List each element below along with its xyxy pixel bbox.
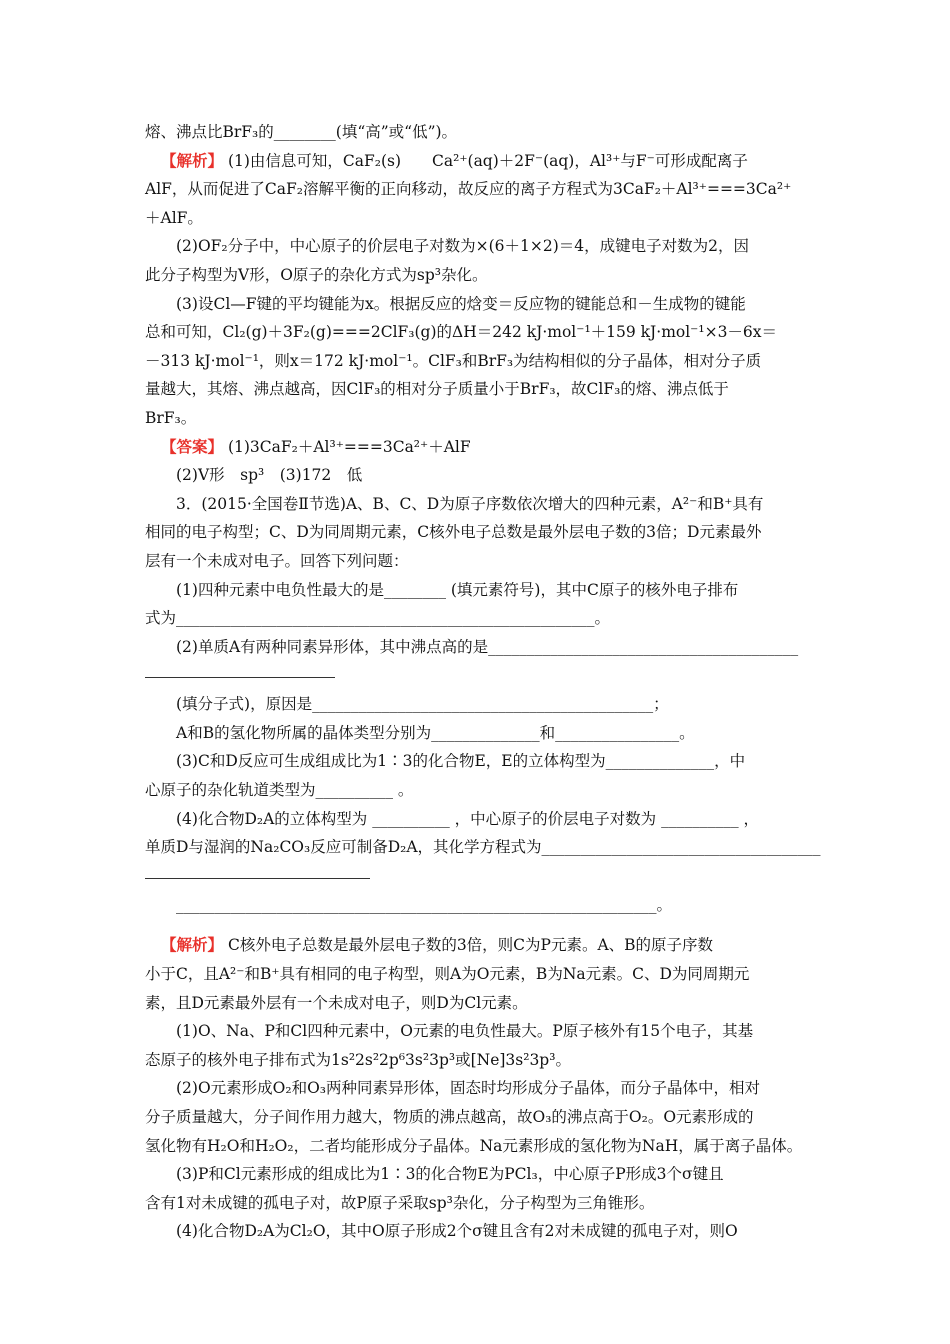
text-line: A和B的氢化物所属的晶体类型分别为______________和________________。 xyxy=(176,723,695,742)
text-line: (填分子式)，原因是____________________________________________； xyxy=(176,695,669,714)
text-line: 氢化物有H₂O和H₂O₂，二者均能形成分子晶体。Na元素形成的氢化物为NaH，属于离子晶体。 xyxy=(145,1136,803,1155)
answer-blank-line xyxy=(145,661,335,678)
text-line: (2)O元素形成O₂和O₃两种同素异形体，固态时均形成分子晶体，而分子晶体中，相对 xyxy=(176,1079,761,1098)
text-line: ______________________________________________________________。 xyxy=(176,895,673,914)
text-line: (2)OF₂分子中，中心原子的价层电子对数为×(6＋1×2)＝4，成键电子对数为2，因 xyxy=(176,237,750,256)
text-line: 熔、沸点比BrF₃的________(填“高”或“低”)。 xyxy=(145,123,458,141)
text-line: 量越大，其熔、沸点越高，因ClF₃的相对分子质量小于BrF₃，故ClF₃的熔、沸点低于 xyxy=(145,380,729,399)
text-line: BrF₃。 xyxy=(145,408,197,427)
document-body xyxy=(145,118,821,1246)
text-line: C核外电子总数是最外层电子数的3倍，则C为P元素。A、B的原子序数 xyxy=(227,936,714,955)
text-line: (2)单质A有两种同素异形体，其中沸点高的是________________________________________ xyxy=(176,637,799,656)
text-line: 分子质量越大，分子间作用力越大，物质的沸点越高，故O₃的沸点高于O₂。O元素形成的 xyxy=(145,1108,754,1126)
analysis-paragraph xyxy=(145,931,810,960)
text-line: (2)V形 sp³ (3)172 低 xyxy=(176,466,363,485)
text-line: 素，且D元素最外层有一个未成对电子，则D为Cl元素。 xyxy=(145,993,528,1012)
text-line: 层有一个未成对电子。回答下列问题： xyxy=(145,551,409,570)
text-line: 态原子的核外电子排布式为1s²2s²2p⁶3s²3p³或[Ne]3s²3p³。 xyxy=(145,1050,571,1069)
spacer xyxy=(145,919,810,931)
text-line: AlF，从而促进了CaF₂溶解平衡的正向移动，故反应的离子方程式为3CaF₂＋Al³⁺===3Ca²⁺ xyxy=(145,180,792,199)
text-line: 此分子构型为V形，O原子的杂化方式为sp³杂化。 xyxy=(145,265,488,284)
text-line: 心原子的杂化轨道类型为__________ 。 xyxy=(145,781,414,800)
text-line: －313 kJ·mol⁻¹，则x＝172 kJ·mol⁻¹。ClF₃和BrF₃为结构相似的分子晶体，相对分子质 xyxy=(145,351,762,370)
text-line: 小于C，且A²⁻和B⁺具有相同的电子构型，则A为O元素，B为Na元素。C、D为同周期元 xyxy=(145,965,750,984)
text-line: (1)由信息可知，CaF₂(s) Ca²⁺(aq)＋2F⁻(aq)，Al³⁺与F⁻可形成配离子 xyxy=(227,151,748,170)
text-line: 含有1对未成键的孤电子对，故P原子采取sp³杂化，分子构型为三角锥形。 xyxy=(145,1193,655,1212)
text-line: 相同的电子构型；C、D为同周期元素，C核外电子总数是最外层电子数的3倍；D元素最外 xyxy=(145,523,762,542)
text-line: (4)化合物D₂A为Cl₂O，其中O原子形成2个σ键且含有2对未成键的孤电子对，则O xyxy=(176,1222,738,1241)
analysis-tag: 【解析】 xyxy=(161,150,224,170)
text-line: (3)设Cl—F键的平均键能为x。根据反应的焓变＝反应物的键能总和－生成物的键能 xyxy=(176,294,746,313)
question-3-stem: 3．(2015·全国卷Ⅱ节选)A、B、C、D为原子序数依次增大的四种元素，A²⁻和B⁺具有 xyxy=(176,494,764,513)
analysis-tag: 【解析】 xyxy=(161,935,224,955)
text-line: (1)四种元素中电负性最大的是________ (填元素符号)，其中C原子的核外电子排布 xyxy=(176,580,739,599)
answer-paragraph xyxy=(145,433,810,462)
answer-blank-line xyxy=(145,862,370,879)
text-line: 单质D与湿润的Na₂CO₃反应可制备D₂A，其化学方程式为____________________________________ xyxy=(145,838,821,857)
text-line: 总和可知，Cl₂(g)＋3F₂(g)===2ClF₃(g)的ΔH＝242 kJ·mol⁻¹＋159 kJ·mol⁻¹×3－6x＝ xyxy=(145,323,778,342)
text-line: 式为______________________________________________________。 xyxy=(145,609,611,628)
answer-tag: 【答案】 xyxy=(161,436,224,456)
text-line: ＋AlF。 xyxy=(145,208,203,227)
text-line: (3)C和D反应可生成组成比为1∶3的化合物E，E的立体构型为______________，中 xyxy=(176,752,746,771)
text-line: (4)化合物D₂A的立体构型为 __________ ，中心原子的价层电子对数为 __________ ， xyxy=(176,809,760,828)
analysis-paragraph xyxy=(145,147,810,176)
text-line: (1)O、Na、P和Cl四种元素中，O元素的电负性最大。P原子核外有15个电子，其基 xyxy=(176,1022,754,1041)
text-line: (3)P和Cl元素形成的组成比为1∶3的化合物E为PCl₃，中心原子P形成3个σ键且 xyxy=(176,1165,724,1184)
text-line: (1)3CaF₂＋Al³⁺===3Ca²⁺＋AlF xyxy=(227,437,471,456)
